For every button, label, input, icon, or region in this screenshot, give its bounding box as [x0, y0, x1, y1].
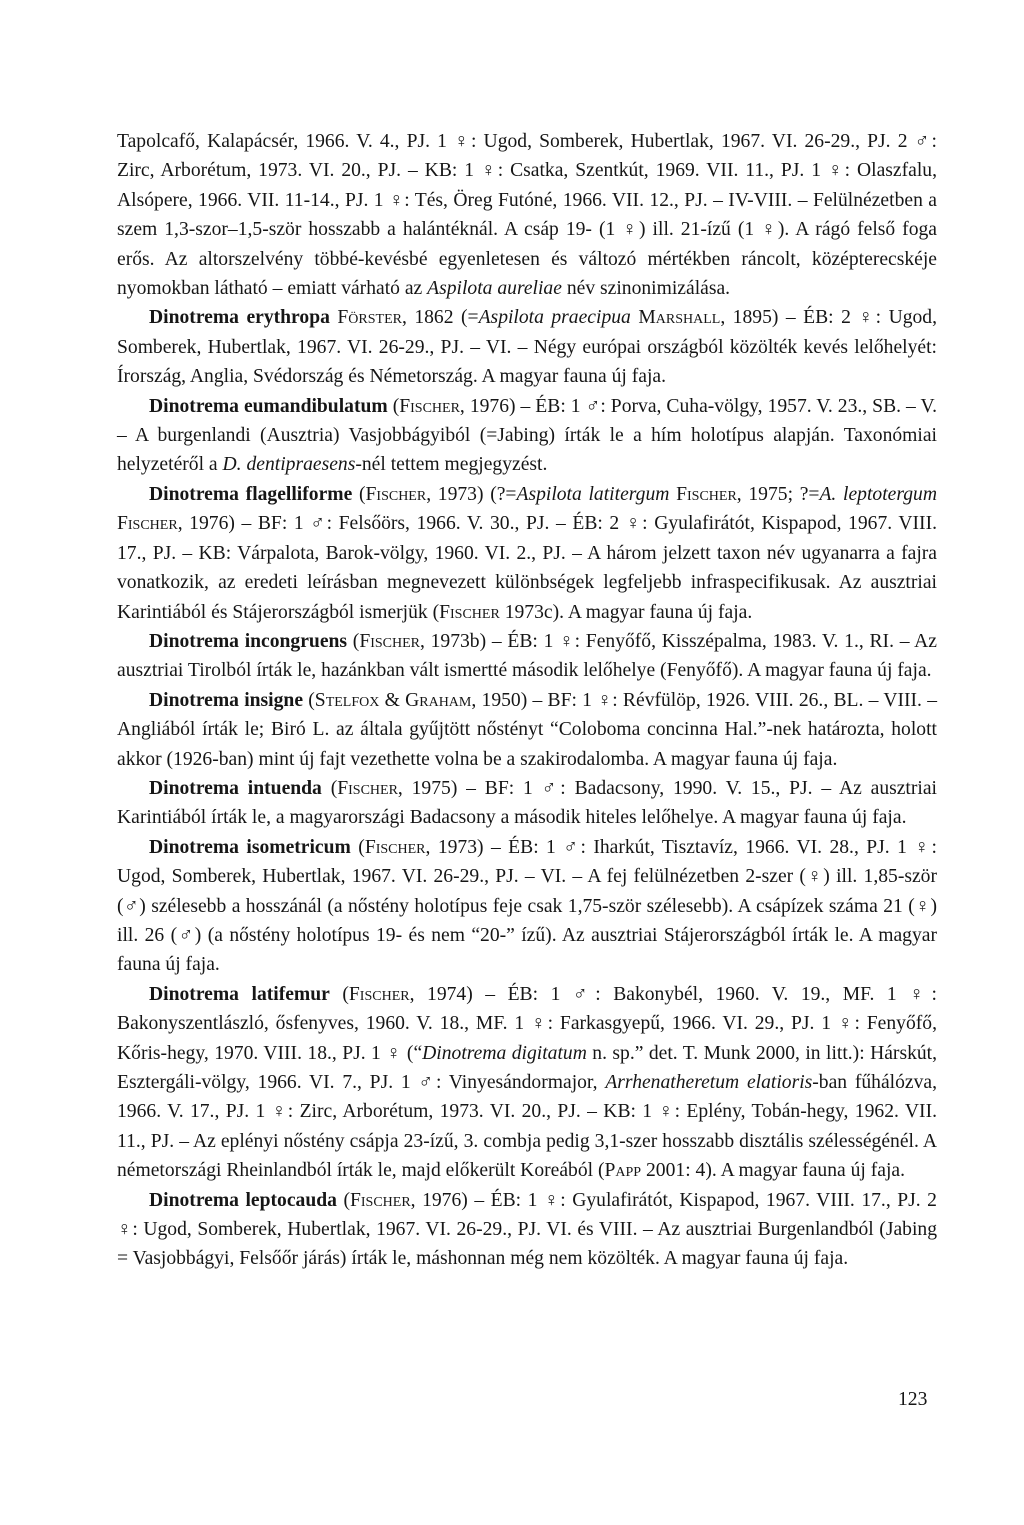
author-name: Fischer	[117, 513, 178, 535]
paragraph-incongruens	[117, 627, 937, 686]
text-segment: , 1950) – BF: 1 ♀: Révfülöp, 1926. VIII. 26., BL. – VIII. – Angliából írták le; Biró L. az általa gyűjtött nőstényt “Coloboma concinna Hal.”-nek határozta, holott akkor (1926-ban) mint új fajt vezethette volna be a szakirodalomba. A magyar fauna új faja.	[117, 689, 937, 770]
text-segment: név szinonimizálása.	[561, 278, 731, 300]
text-segment: n. sp.” det. T. Munk 2000, in litt.): Hárskút, Esztergáli-völgy, 1966. VI. 7., PJ. 1 ♂: Vinyesándormajor,	[117, 1042, 938, 1093]
text-segment: -nél tettem megjegyzést.	[355, 454, 548, 476]
species-name: Aspilota aureliae	[427, 278, 562, 300]
species-heading: Dinotrema latifemur	[149, 983, 330, 1005]
text-segment: , 1976) – ÉB: 1 ♂: Porva, Cuha-völgy, 1957. V. 23., SB. – V. – A burgenlandi (Ausztria) Vasjobbágyiból (=Jabing) írták le a hím holotípus alapján. Taxonómiai helyzetéről a	[117, 395, 937, 476]
species-heading: Dinotrema incongruens	[149, 630, 348, 652]
text-segment: (	[347, 630, 360, 652]
page-body	[117, 127, 937, 1274]
text-segment: , 1973) (?=	[426, 483, 517, 505]
paragraph-intro	[117, 127, 937, 303]
text-segment: (	[387, 395, 400, 417]
text-segment: , 1895) – ÉB: 2 ♀: Ugod, Somberek, Hubertlak, 1967. VI. 26-29., PJ. – VI. – Négy európai országból közölték kevés lelőhelyét: Írország, Anglia, Svédország és Németország. A magyar fauna új faja.	[117, 307, 938, 388]
text-segment: , 1976) – BF: 1 ♂: Felsőörs, 1966. V. 30., PJ. – ÉB: 2 ♀: Gyulafirátót, Kispapod, 1967. VIII. 17., PJ. – KB: Várpalota, Barok-völgy, 1960. VI. 2., PJ. – A három jelzett taxon név ugyanarra a fajra vonatkozik, az eredeti leírásban megnevezett különbségek legfeljebb infraspecifikusak. Az ausztriai Karintiából és Stájerországból ismerjük (	[117, 513, 937, 623]
species-heading: Dinotrema flagelliforme	[149, 483, 353, 505]
species-heading: Dinotrema erythropa	[149, 307, 330, 329]
text-segment: , 1973b) – ÉB: 1 ♀: Fenyőfő, Kisszépalma, 1983. V. 1., RI. – Az ausztriai Tirolból írták le, hazánkban vált ismertté második lelőhelye (Fenyőfő). A magyar fauna új faja.	[117, 630, 937, 682]
text-segment: (	[329, 983, 349, 1005]
paragraph-isometricum	[117, 833, 937, 980]
species-name: A. leptotergum	[819, 483, 937, 505]
text-segment: , 1974) – ÉB: 1 ♂: Bakonybél, 1960. V. 19., MF. 1 ♀: Bakonyszentlászló, ősfenyves, 1960. V. 18., MF. 1 ♀: Farkasgyepű, 1966. VI. 29., PJ. 1 ♀: Fenyőfő, Kőris-hegy, 1970. VIII. 18., PJ. 1 ♀ (“	[117, 983, 937, 1064]
text-segment: , 1973) – ÉB: 1 ♂: Iharkút, Tisztavíz, 1966. VI. 28., PJ. 1 ♀: Ugod, Somberek, Hubertlak, 1967. VI. 26-29., PJ. – VI. – A fej felülnézetben 2-szer (♀) ill. 1,85-ször (♂) szélesebb a hosszánál (a nőstény holotípus feje csak 1,75-ször szélesebb). A csápízek száma 21 (♀) ill. 26 (♂) (a nőstény holotípus 19- és nem “20-” ízű). Az ausztriai Stájerországból írták le. A magyar fauna új faja.	[117, 836, 937, 976]
species-heading: Dinotrema intuenda	[149, 777, 322, 799]
text-segment: , 1976) – ÉB: 1 ♀: Gyulafirátót, Kispapod, 1967. VIII. 17., PJ. 2 ♀: Ugod, Somberek, Hubertlak, 1967. VI. 26-29., PJ. VI. és VIII. – Az ausztriai Burgenlandból (Jabing = Vasjobbágyi, Felsőőr járás) írták le, máshonnan még nem közölték. A magyar fauna új faja.	[117, 1189, 937, 1270]
author-name: Fischer	[348, 983, 410, 1005]
species-heading: Dinotrema insigne	[149, 689, 304, 711]
text-segment: (	[321, 777, 338, 799]
paragraph-insigne	[117, 686, 937, 774]
paragraph-eumandibulatum	[117, 392, 937, 480]
author-name: Graham	[405, 689, 472, 711]
text-segment: (	[303, 689, 315, 711]
text-segment: 1973c). A magyar fauna új faja.	[499, 601, 753, 623]
species-name: D. dentipraesens	[222, 454, 356, 476]
text-segment: , 1975; ?=	[736, 483, 820, 505]
paragraph-erythropa	[117, 303, 937, 391]
text-segment: (	[352, 483, 366, 505]
author-name: Fischer	[364, 836, 426, 858]
text-segment: (	[336, 1189, 350, 1211]
paragraph-leptocauda	[117, 1186, 937, 1274]
text-segment: , 1975) – BF: 1 ♂: Badacsony, 1990. V. 15., PJ. – Az ausztriai Karintiából írták le, a magyarországi Badacsony a második hiteles lelőhelye. A magyar fauna új faja.	[117, 777, 937, 829]
author-name: Fischer	[399, 395, 460, 417]
author-name: Fischer	[676, 483, 737, 505]
species-name: Arrhenatheretum elatioris	[605, 1072, 813, 1093]
text-segment: &	[379, 689, 406, 711]
text-segment: 2001: 4). A magyar fauna új faja.	[641, 1160, 906, 1182]
text-segment: (	[350, 836, 365, 858]
species-heading: Dinotrema eumandibulatum	[149, 395, 388, 417]
author-name: Fischer	[337, 777, 398, 799]
text-segment: Tapolcafő, Kalapácsér, 1966. V. 4., PJ. 1 ♀: Ugod, Somberek, Hubertlak, 1967. VI. 26-29., PJ. 2 ♂: Zirc, Arborétum, 1973. VI. 20., PJ. – KB: 1 ♀: Csatka, Szentkút, 1969. VII. 11., PJ. 1 ♀: Olaszfalu, Alsópere, 1966. VII. 11-14., PJ. 1 ♀: Tés, Öreg Futóné, 1966. VII. 12., PJ. – IV-VIII. – Felülnézetben a szem 1,3-szor–1,5-ször hosszabb a halántéknál. A csáp 19- (1 ♀) ill. 21-ízű (1 ♀). A rágó felső foga erős. Az altorszelvény többé-kevésbé egyenletesen és változó mértékben ráncolt, középterecskéje nyomokban látható – emiatt várható az	[117, 131, 937, 300]
author-name: Marshall	[638, 307, 721, 329]
author-name: Fischer	[349, 1189, 411, 1211]
author-name: Papp	[604, 1160, 642, 1182]
page-number: 123	[898, 1389, 928, 1410]
text-segment: -ban fűhálózva, 1966. V. 17., PJ. 1 ♀: Zirc, Arborétum, 1973. VI. 20., PJ. – KB: 1 ♀: Eplény, Tobán-hegy, 1962. VII. 11., PJ. – Az eplényi nőstény csápja 23-ízű, 3. combja pedig 3,1-szer hosszabb disztális szélességénél. A németországi Rheinlandból írták le, majd előkerült Koreából (	[117, 1072, 937, 1182]
author-name: Fischer	[365, 483, 427, 505]
paragraph-intuenda	[117, 774, 937, 833]
species-name: Dinotrema digitatum	[422, 1042, 587, 1064]
species-name: Aspilota praecipua	[478, 307, 631, 329]
author-name: Stelfox	[314, 689, 380, 711]
species-name: Aspilota latitergum	[516, 483, 670, 505]
paragraph-latifemur	[117, 980, 937, 1186]
author-name: Förster	[337, 307, 402, 329]
author-name: Fischer	[439, 601, 500, 623]
author-name: Fischer	[359, 630, 420, 652]
species-heading: Dinotrema leptocauda	[149, 1189, 337, 1211]
text-segment: , 1862 (=	[401, 307, 479, 329]
species-heading: Dinotrema isometricum	[149, 836, 351, 858]
paragraph-flagelliforme	[117, 480, 937, 627]
